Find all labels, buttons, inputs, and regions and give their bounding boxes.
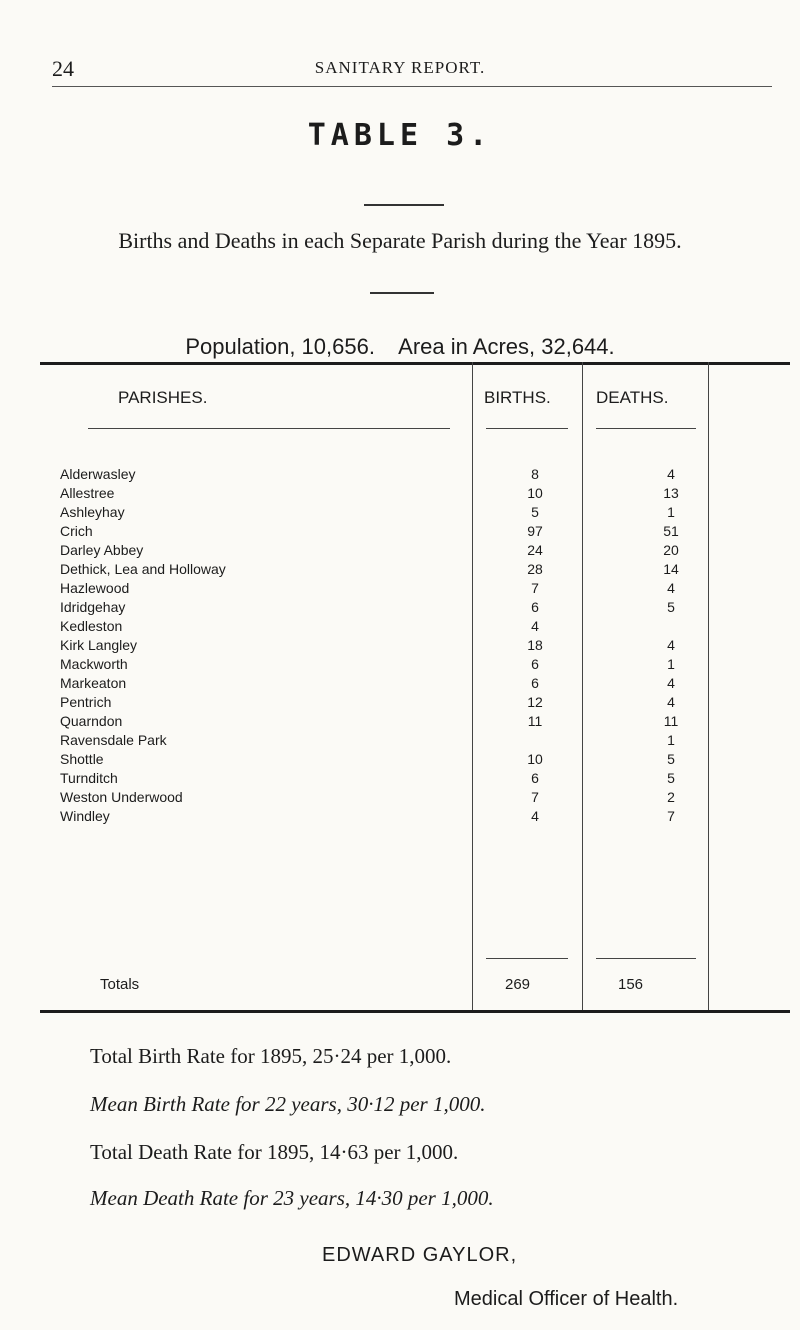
parish-name: Crich <box>60 523 93 539</box>
title-rule <box>364 204 444 206</box>
column-header-births: BIRTHS. <box>484 388 551 407</box>
table-row <box>60 523 720 543</box>
running-header: SANITARY REPORT. <box>314 58 486 77</box>
parish-name: Ravensdale Park <box>60 732 167 748</box>
table-title: TABLE 3. <box>307 118 493 153</box>
births-value: 28 <box>527 561 543 577</box>
signature-title: Medical Officer of Health. <box>454 1288 679 1310</box>
births-value: 6 <box>531 675 539 691</box>
deaths-value: 14 <box>663 561 679 577</box>
parish-name: Darley Abbey <box>60 542 144 558</box>
parish-name: Dethick, Lea and Holloway <box>60 561 226 577</box>
table-row <box>60 656 720 676</box>
table-row <box>60 675 720 695</box>
parish-name: Shottle <box>60 751 104 767</box>
births-value: 12 <box>527 694 543 710</box>
births-value: 6 <box>531 599 539 615</box>
header-underline-births <box>486 428 568 429</box>
table-row <box>60 713 720 733</box>
column-header-deaths: DEATHS. <box>596 388 669 407</box>
table-row <box>60 770 720 790</box>
parish-name: Hazlewood <box>60 580 130 596</box>
table-row <box>60 694 720 714</box>
deaths-value: 4 <box>667 637 675 653</box>
deaths-value: 5 <box>667 599 675 615</box>
deaths-value: 20 <box>663 542 679 558</box>
page-number: 24 <box>52 56 74 81</box>
table-row <box>60 485 720 505</box>
mean-birth-rate-line: Mean Birth Rate for 22 years, 30·12 per 1,000. <box>90 1092 486 1116</box>
header-underline-parishes <box>88 428 450 429</box>
table-top-rule <box>40 362 790 365</box>
table-row <box>60 504 720 524</box>
deaths-value: 5 <box>667 770 675 786</box>
births-value: 6 <box>531 770 539 786</box>
parish-name: Markeaton <box>60 675 127 691</box>
births-value: 5 <box>531 504 539 520</box>
parish-name: Ashleyhay <box>60 504 125 520</box>
table-row <box>60 618 720 638</box>
table-row <box>60 561 720 581</box>
deaths-value: 11 <box>663 713 679 729</box>
parish-name: Kirk Langley <box>60 637 138 653</box>
totals-label: Totals <box>100 976 140 993</box>
table-row <box>60 732 720 752</box>
totals-rule-births <box>486 958 568 959</box>
parish-name: Kedleston <box>60 618 123 634</box>
deaths-value: 13 <box>663 485 679 501</box>
parish-name: Pentrich <box>60 694 112 710</box>
births-value: 7 <box>531 580 539 596</box>
births-value: 10 <box>527 751 543 767</box>
deaths-value: 51 <box>663 523 679 539</box>
table-row <box>60 599 720 619</box>
birth-rate-line: Total Birth Rate for 1895, 25·24 per 1,000. <box>90 1044 452 1068</box>
table-row <box>60 466 720 486</box>
births-value: 24 <box>527 542 543 558</box>
births-value: 11 <box>527 713 543 729</box>
deaths-value: 1 <box>667 504 675 520</box>
deaths-value: 4 <box>667 466 675 482</box>
births-value: 97 <box>527 523 543 539</box>
totals-births: 269 <box>505 976 531 993</box>
table-row <box>60 808 720 828</box>
totals-rule-deaths <box>596 958 696 959</box>
parish-name: Mackworth <box>60 656 128 672</box>
subtitle-rule <box>370 292 434 294</box>
births-value: 10 <box>527 485 543 501</box>
parish-name: Allestree <box>60 485 115 501</box>
births-value: 7 <box>531 789 539 805</box>
parish-name: Idridgehay <box>60 599 126 615</box>
parish-name: Turnditch <box>60 770 118 786</box>
deaths-value: 4 <box>667 694 675 710</box>
table-row <box>60 751 720 771</box>
deaths-value: 1 <box>667 656 675 672</box>
death-rate-line: Total Death Rate for 1895, 14·63 per 1,000. <box>90 1140 459 1164</box>
column-header-parishes: PARISHES. <box>118 388 208 407</box>
births-value: 4 <box>531 618 539 634</box>
parish-name: Weston Underwood <box>60 789 183 805</box>
births-value: 4 <box>531 808 539 824</box>
deaths-value: 4 <box>667 580 675 596</box>
signature-name: EDWARD GAYLOR, <box>322 1244 518 1266</box>
table-row <box>60 542 720 562</box>
parish-name: Windley <box>60 808 110 824</box>
table-row <box>60 789 720 809</box>
parish-name: Quarndon <box>60 713 123 729</box>
births-value: 6 <box>531 656 539 672</box>
population-line <box>0 334 800 360</box>
mean-death-rate-line: Mean Death Rate for 23 years, 14·30 per 1,000. <box>90 1186 494 1210</box>
deaths-value: 5 <box>667 751 675 767</box>
deaths-value: 4 <box>667 675 675 691</box>
table-subtitle: Births and Deaths in each Separate Parish during the Year 1895. <box>118 228 682 253</box>
deaths-value: 2 <box>667 789 675 805</box>
deaths-value: 7 <box>667 808 675 824</box>
population-text: Population, 10,656. Area in Acres, 32,644. <box>185 334 615 359</box>
deaths-value: 1 <box>667 732 675 748</box>
births-value: 18 <box>527 637 543 653</box>
table-row <box>60 580 720 600</box>
header-rule <box>52 86 772 87</box>
parish-name: Alderwasley <box>60 466 136 482</box>
totals-deaths: 156 <box>618 976 644 993</box>
births-value: 8 <box>531 466 539 482</box>
header-underline-deaths <box>596 428 696 429</box>
table-row <box>60 637 720 657</box>
table-bottom-rule <box>40 1010 790 1013</box>
